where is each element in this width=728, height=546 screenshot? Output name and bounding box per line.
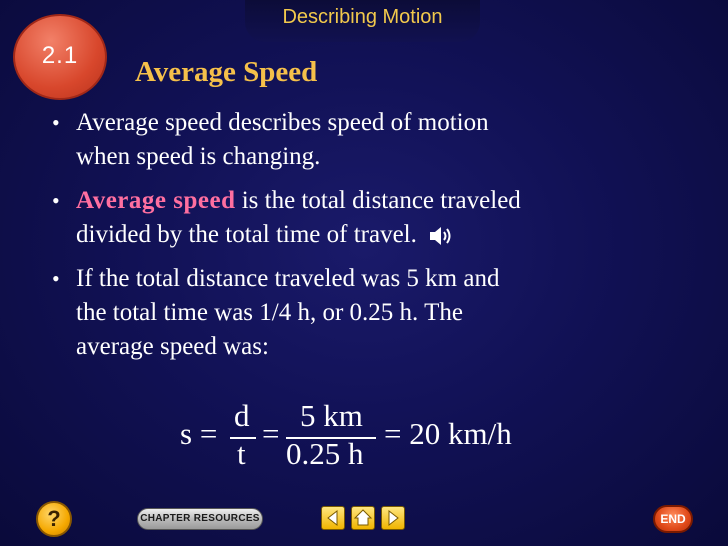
bullet-text	[76, 218, 688, 252]
bullet-text: when speed is changing.	[76, 143, 321, 170]
bullet-text: If the total distance traveled was 5 km and	[76, 265, 500, 292]
section-title: Describing Motion	[282, 6, 443, 28]
bullet-item	[48, 262, 688, 364]
back-arrow-icon	[322, 507, 344, 529]
formula-numerator-d: d	[234, 398, 250, 433]
bullet-item	[48, 106, 688, 174]
section-number: 2.1	[41, 42, 79, 69]
help-button[interactable]: ?	[36, 501, 72, 537]
formula-result: = 20 km/h	[384, 416, 512, 451]
slide-title: Average Speed	[135, 56, 318, 88]
bullet-list	[48, 106, 688, 374]
bullet-dot: •	[52, 188, 60, 213]
formula-denominator-h: 0.25 h	[286, 436, 364, 471]
highlight-term: Average speed	[76, 187, 236, 214]
speed-formula	[180, 398, 540, 471]
back-button[interactable]	[321, 506, 345, 530]
forward-arrow-icon	[382, 507, 404, 529]
speaker-icon[interactable]	[427, 223, 453, 249]
home-icon	[352, 507, 374, 529]
bullet-dot: •	[52, 110, 60, 135]
bullet-text	[76, 184, 688, 218]
formula-numerator-km: 5 km	[300, 398, 363, 433]
end-button[interactable]: END	[653, 505, 693, 533]
formula-lhs: s =	[180, 416, 218, 451]
bullet-text: average speed was:	[76, 333, 269, 360]
formula-equals: =	[262, 416, 280, 451]
bullet-text-rest: is the total distance traveled	[235, 187, 521, 214]
home-button[interactable]	[351, 506, 375, 530]
bullet-text: the total time was 1/4 h, or 0.25 h. The	[76, 299, 463, 326]
bullet-text: Average speed describes speed of motion	[76, 109, 489, 136]
bullet-dot: •	[52, 266, 60, 291]
bullet-text-line: divided by the total time of travel.	[76, 221, 417, 248]
chapter-resources-button[interactable]: CHAPTER RESOURCES	[137, 508, 263, 530]
forward-button[interactable]	[381, 506, 405, 530]
formula-denominator-t: t	[237, 436, 246, 471]
bullet-item	[48, 184, 688, 252]
